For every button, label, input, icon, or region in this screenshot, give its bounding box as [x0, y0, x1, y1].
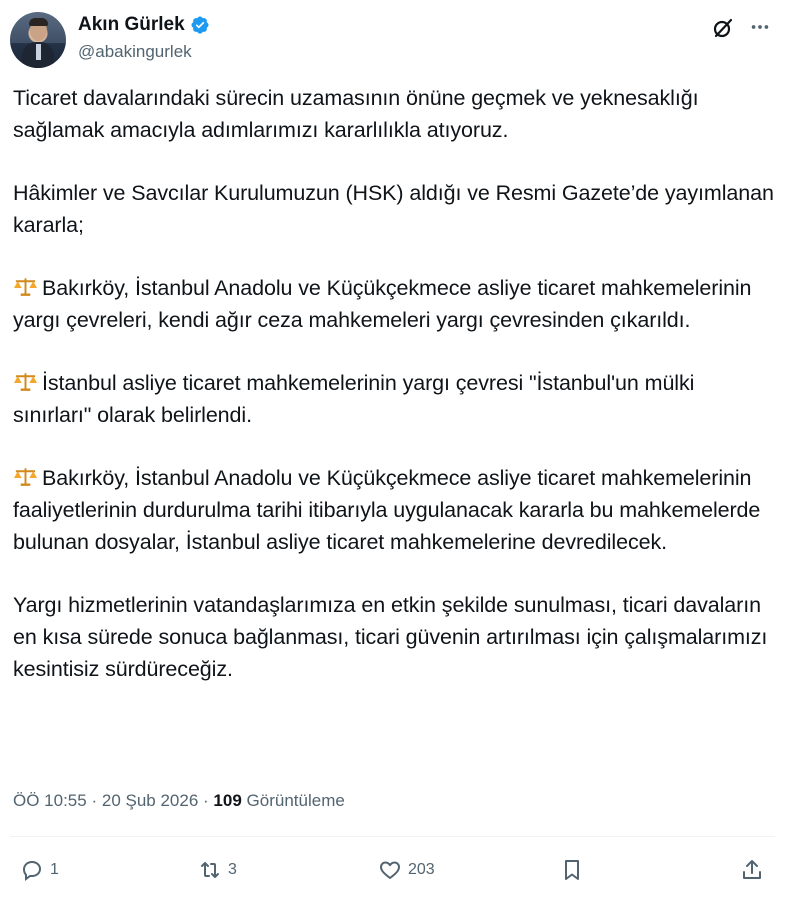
- repost-button[interactable]: [198, 858, 237, 882]
- tweet-paragraph: Hâkimler ve Savcılar Kurulumuzun (HSK) aldığı ve Resmi Gazete’de yayımlanan kararla;: [13, 181, 774, 237]
- like-button[interactable]: [378, 858, 435, 882]
- tweet-time[interactable]: ÖÖ 10:55: [13, 791, 87, 810]
- tweet-paragraph: [13, 462, 777, 558]
- views-label: Görüntüleme: [246, 791, 345, 810]
- divider: [10, 836, 775, 837]
- tweet-text: [13, 82, 777, 716]
- balance-scale-emoji: [13, 274, 38, 294]
- reply-icon: [20, 858, 44, 882]
- repost-icon: [198, 858, 222, 882]
- views-count: 109: [213, 791, 242, 810]
- like-icon: [378, 858, 402, 882]
- tweet-date[interactable]: 20 Şub 2026: [101, 791, 199, 810]
- tweet-paragraph: Yargı hizmetlerinin vatandaşlarımıza en etkin şekilde sunulması, ticari davaların en kısa sürede sonuca bağlanması, ticari güvenin artırılması için çalışmalarımızı kesintisiz sürdüreceğiz.: [13, 593, 768, 681]
- meta-separator: ·: [203, 791, 209, 810]
- grok-icon[interactable]: [711, 16, 735, 40]
- share-button[interactable]: [740, 858, 764, 882]
- action-bar: [20, 858, 767, 888]
- reply-count: 1: [50, 861, 59, 878]
- tweet-paragraph: Ticaret davalarındaki sürecin uzamasının önüne geçmek ve yeknesaklığı sağlamak amacıyla adımlarımızı kararlılıkla atıyoruz.: [13, 86, 699, 142]
- like-count: 203: [408, 861, 435, 878]
- author-handle[interactable]: @abakingurlek: [78, 42, 192, 61]
- bookmark-icon: [560, 858, 584, 882]
- avatar-hair: [29, 18, 48, 26]
- balance-scale-emoji: [13, 369, 38, 389]
- tweet-paragraph-text: İstanbul asliye ticaret mahkemelerinin yargı çevresi "İstanbul'un mülki sınırları" olarak belirlendi.: [13, 371, 695, 427]
- more-icon[interactable]: [749, 16, 771, 42]
- tweet-paragraph-text: Bakırköy, İstanbul Anadolu ve Küçükçekmece asliye ticaret mahkemelerinin faaliyetlerinin durdurulma tarihi itibarıyla uygulanacak kararla bu mahkemelerde bulunan dosyalar, İstanbul asliye ticaret mahkemelerine devredilecek.: [13, 466, 761, 554]
- tweet-meta: [13, 791, 345, 811]
- author-name[interactable]: Akın Gürlek: [78, 14, 185, 35]
- tweet-header: [10, 12, 771, 68]
- balance-scale-emoji: [13, 464, 38, 484]
- reply-button[interactable]: [20, 858, 59, 882]
- meta-separator: ·: [91, 791, 98, 810]
- repost-count: 3: [228, 861, 237, 878]
- tweet-paragraph: [13, 367, 777, 431]
- share-icon: [740, 858, 764, 882]
- tweet-paragraph-text: Bakırköy, İstanbul Anadolu ve Küçükçekmece asliye ticaret mahkemelerinin yargı çevreleri, kendi ağır ceza mahkemeleri yargı çevresinden çıkarıldı.: [13, 276, 752, 332]
- avatar-tie: [36, 44, 41, 60]
- bookmark-button[interactable]: [560, 858, 584, 882]
- tweet-paragraph: [13, 272, 777, 336]
- name-row: [78, 14, 210, 36]
- verified-badge-icon[interactable]: [190, 15, 210, 35]
- avatar[interactable]: [10, 12, 66, 68]
